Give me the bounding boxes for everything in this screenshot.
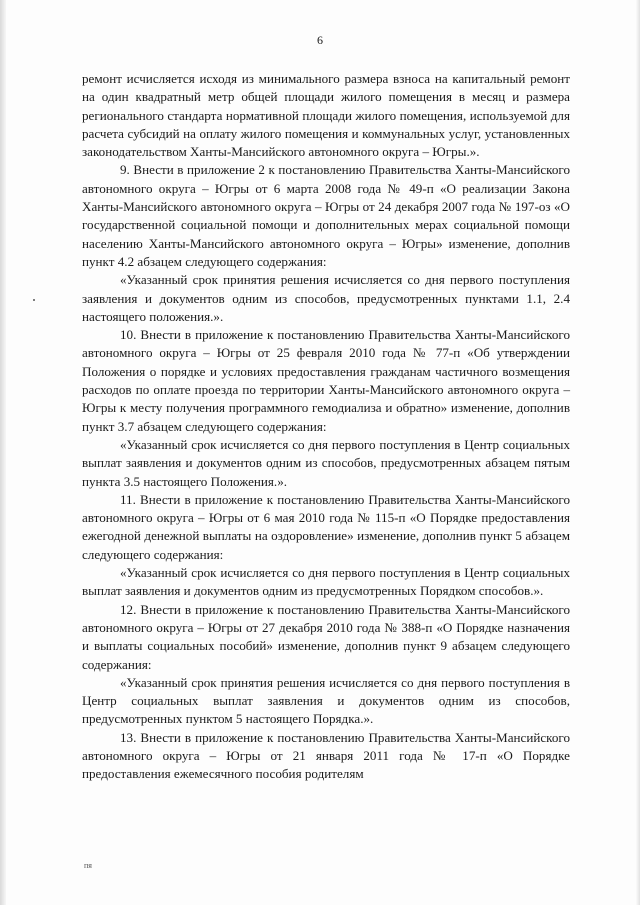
paragraph-quote-9: «Указанный срок принятия решения исчисляется со дня первого поступления заявления и документов одним из способов, предусмотренных пунктами 1.1, 2.4 настоящего положения.». bbox=[82, 272, 570, 324]
paragraph-item-13: 13. Внести в приложение к постановлению Правительства Ханты-Мансийского автономного округа – Югры от 21 января 2011 года № 17-п «О Порядке предоставления ежемесячного пособия родителям bbox=[82, 729, 570, 782]
scan-speck bbox=[33, 299, 35, 301]
page-number: 6 bbox=[317, 33, 323, 47]
paragraph-item-12: 12. Внести в приложение к постановлению Правительства Ханты-Мансийского автономного округа – Югры от 27 декабря 2010 года № 388-п «О Порядке назначения и выплаты социальных пособий» изменение, дополнив пункт 9 абзацем следующего содержания: bbox=[82, 601, 570, 672]
document-body bbox=[82, 70, 570, 784]
scan-left-edge bbox=[0, 0, 6, 905]
paragraph-item-11: 11. Внести в приложение к постановлению Правительства Ханты-Мансийского автономного округа – Югры от 6 мая 2010 года № 115-п «О Порядке предоставления ежегодной денежной выплаты на оздоровление» изменение, дополнив пункт 5 абзацем следующего содержания: bbox=[82, 491, 570, 562]
scan-right-edge bbox=[636, 0, 640, 905]
paragraph-quote-12: «Указанный срок принятия решения исчисляется со дня первого поступления в Центр социальных выплат заявления и документов одним из способов, предусмотренных пунктом 5 настоящего Порядка.». bbox=[82, 674, 570, 727]
paragraph-item-10: 10. Внести в приложение к постановлению Правительства Ханты-Мансийского автономного округа – Югры от 25 февраля 2010 года № 77-п «Об утверждении Положения о порядке и условиях предоставления гражданам частичного возмещения расходов по оплате проезда по территории Ханты-Мансийского автономного округа – Югры к месту получения программного гемодиализа и обратно» изменение, дополнив пункт 3.7 абзацем следующего содержания: bbox=[82, 327, 570, 434]
paragraph-item-9: 9. Внести в приложение 2 к постановлению Правительства Ханты-Мансийского автономного округа – Югры от 6 марта 2008 года № 49-п «О реализации Закона Ханты-Мансийского автономного округа – Югры от 24 декабря 2007 года № 197-оз «О государственной социальной помощи и дополнительных мерах социальной помощи населению Ханты-Мансийского автономного округа – Югры» изменение, дополнив пункт 4.2 абзацем следующего содержания: bbox=[82, 162, 570, 269]
paragraph-quote-10: «Указанный срок исчисляется со дня первого поступления в Центр социальных выплат заявления и документов одним из способов, предусмотренных абзацем пятым пункта 3.5 настоящего Положения.». bbox=[82, 436, 570, 489]
paragraph-quote-11: «Указанный срок исчисляется со дня первого поступления в Центр социальных выплат заявления и документов одним из предусмотренных Порядком способов.». bbox=[82, 565, 570, 599]
paragraph-continuation: ремонт исчисляется исходя из минимального размера взноса на капитальный ремонт на один квадратный метр общей площади жилого помещения в месяц и размера регионального стандарта нормативной площади жилого помещения, используемой для расчета субсидий на оплату жилого помещения и коммунальных услуг, установленных законодательством Ханты-Мансийского автономного округа – Югры.». bbox=[82, 71, 570, 160]
footer-mark: пя bbox=[84, 861, 92, 870]
